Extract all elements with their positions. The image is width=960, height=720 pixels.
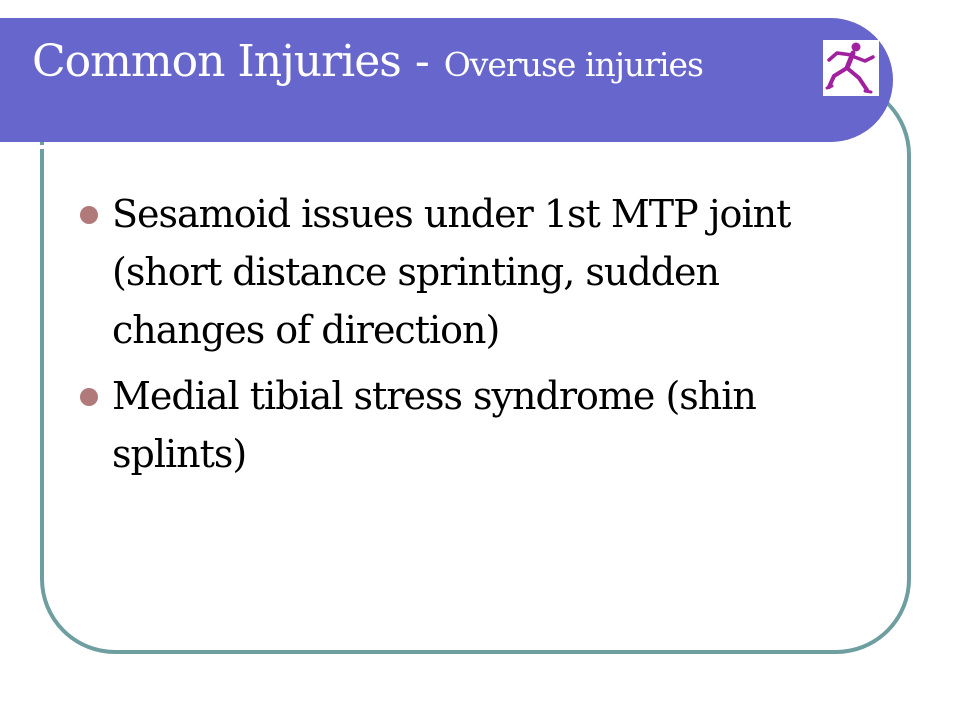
bullet-dot bbox=[80, 206, 98, 224]
running-figure-icon bbox=[823, 40, 879, 96]
bullet-list bbox=[78, 185, 878, 491]
slide-title-sub: Overuse injuries bbox=[443, 45, 703, 84]
title-underline bbox=[0, 145, 848, 149]
slide-title bbox=[32, 36, 703, 87]
bullet-text: Medial tibial stress syndrome (shin splints) bbox=[112, 374, 756, 476]
bullet-text: Sesamoid issues under 1st MTP joint (short distance sprinting, sudden changes of direction) bbox=[112, 192, 791, 352]
slide-title-main: Common Injuries bbox=[32, 36, 401, 87]
bullet-item bbox=[78, 185, 878, 359]
bullet-dot bbox=[80, 388, 98, 406]
slide-title-separator: - bbox=[400, 36, 444, 87]
bullet-item bbox=[78, 367, 878, 483]
